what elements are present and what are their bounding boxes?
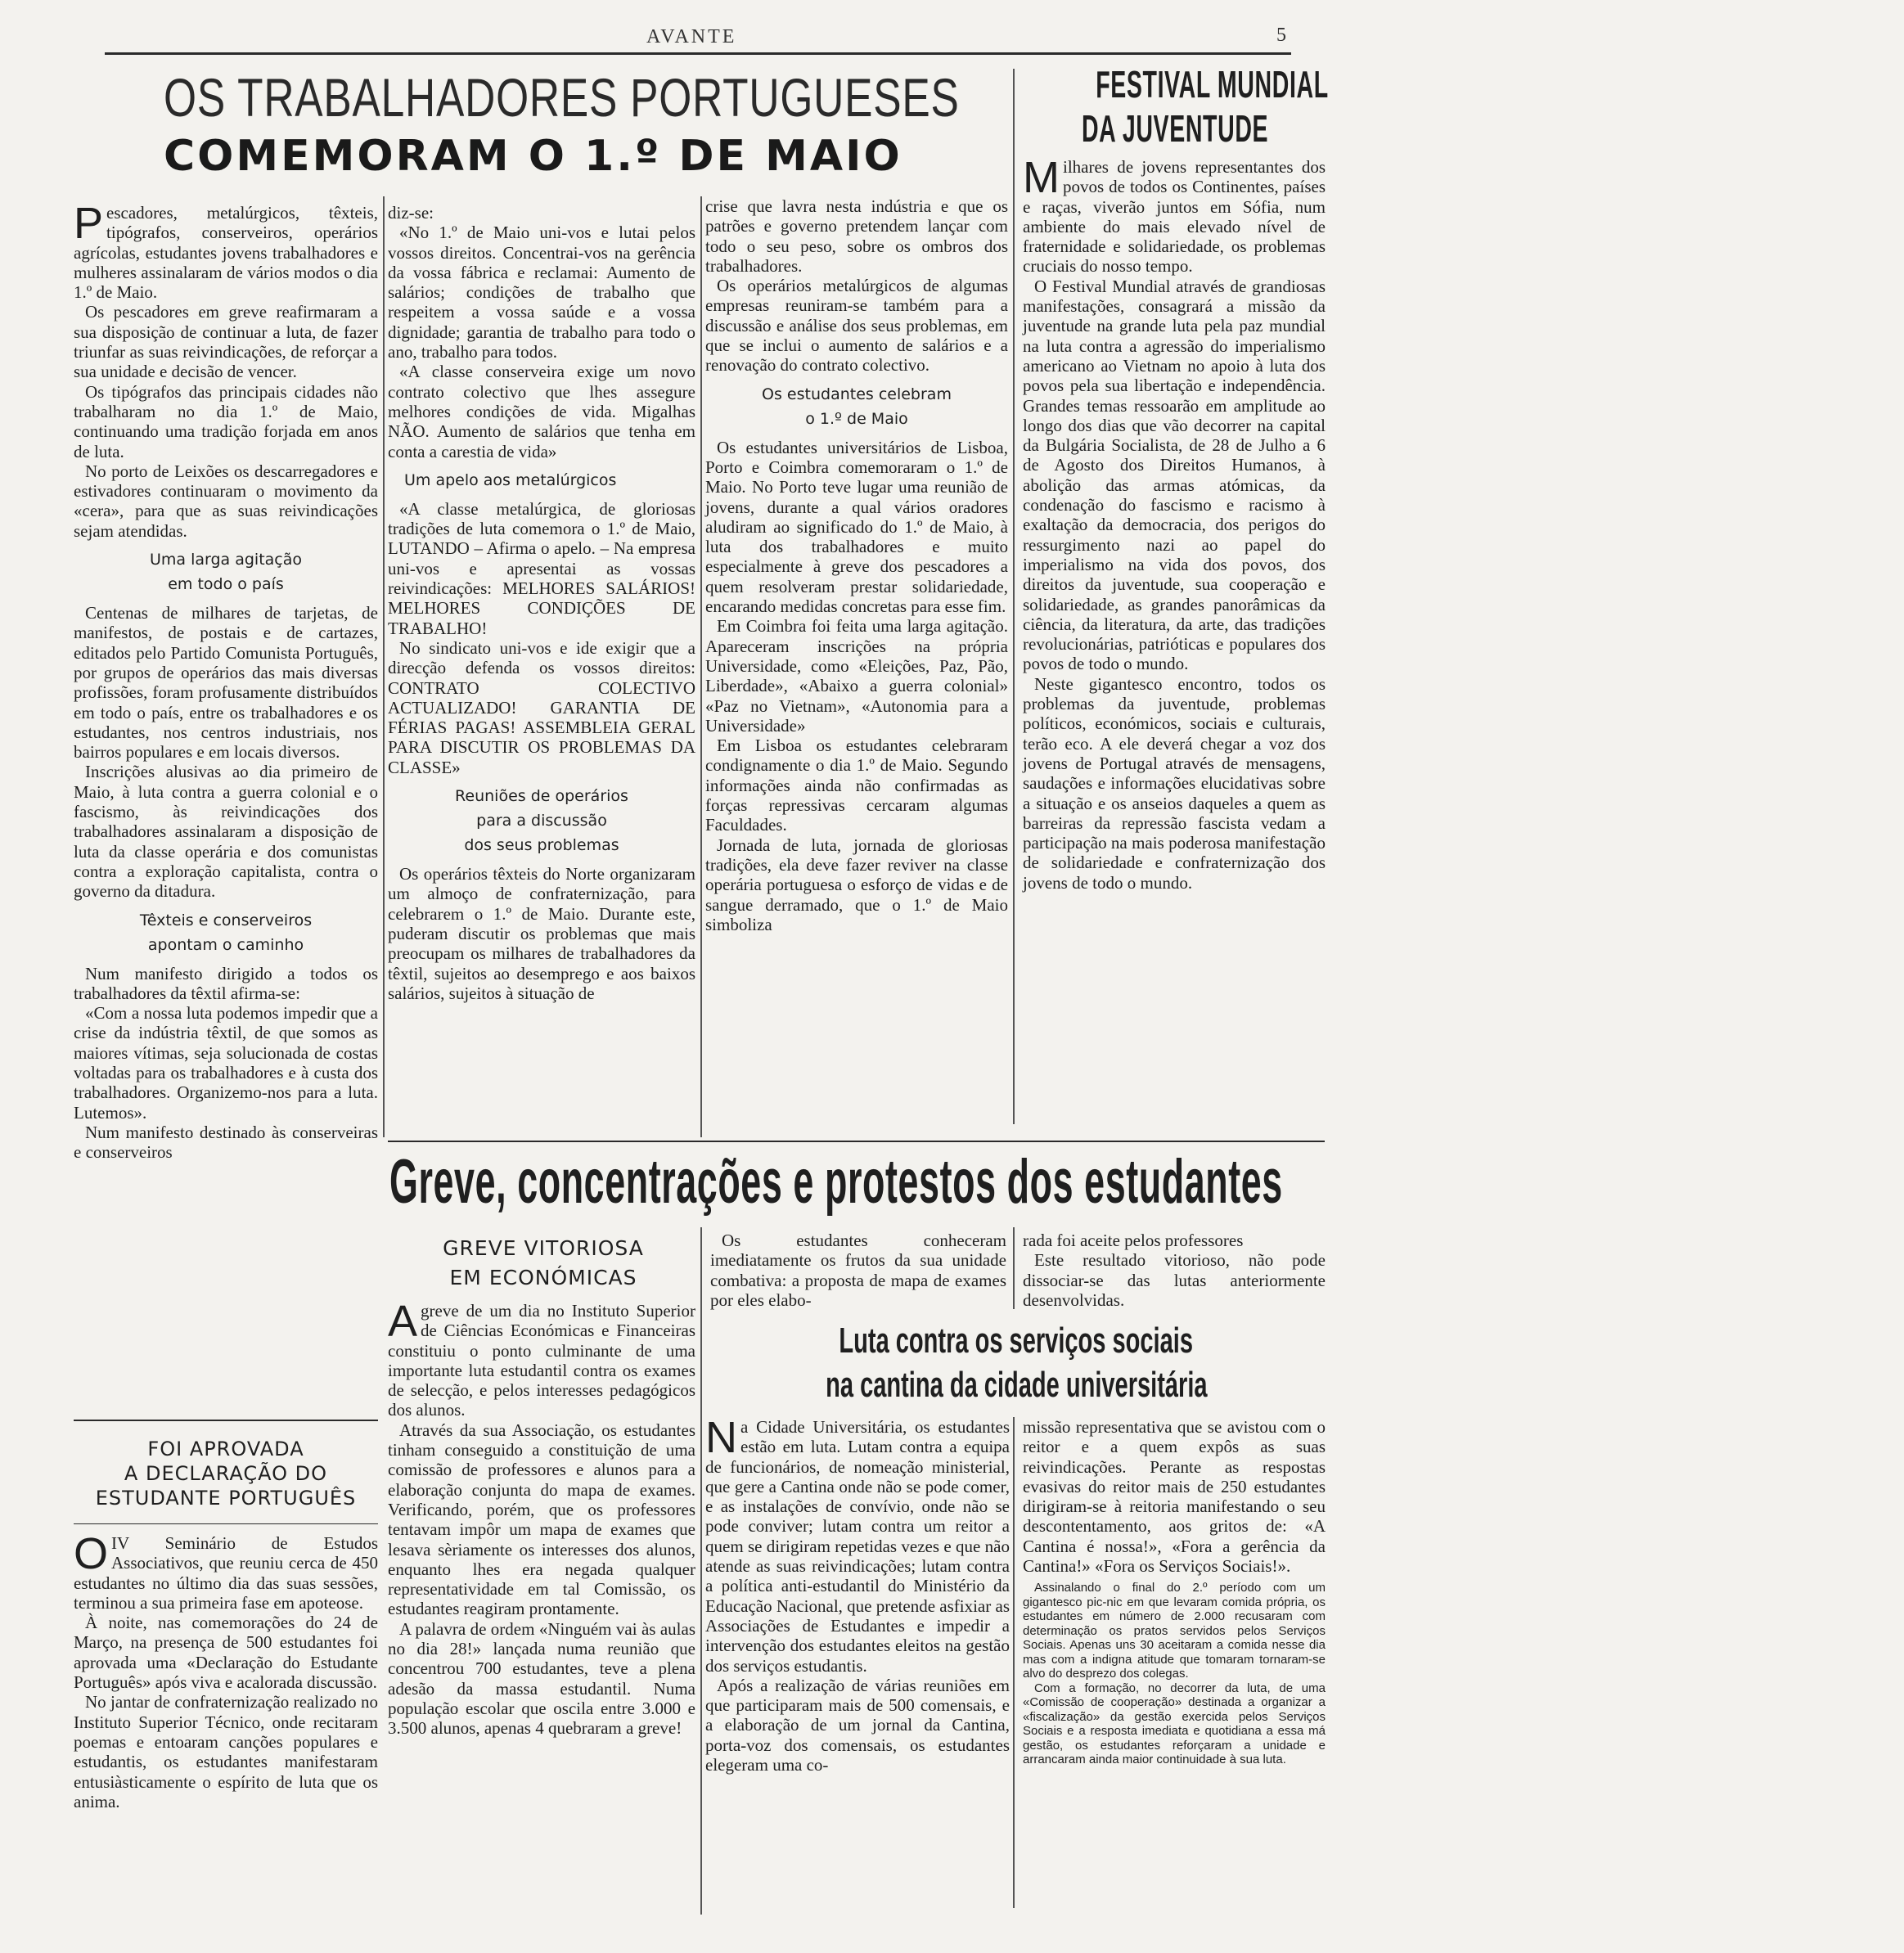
article-paragraph: No porto de Leixões os descarregadores e estivadores continuaram o movimento da «cera», para que as suas reivindicações sejam atendidas. <box>74 461 378 541</box>
cantina-note: Com a formação, no decorrer da luta, de uma «Comissão de cooperação» destinada a organizar a «fiscalização» da gestão exercida pelos Serviços Sociais e a resposta imediata e quotidiana a essa má gestão, os estudantes reforçaram a unidade e arrancaram ainda maior continuidade à sua luta. <box>1023 1681 1326 1767</box>
main-headline-line2: COMEMORAM O 1.º DE MAIO <box>164 132 902 181</box>
article-paragraph: No sindicato uni-vos e ide exigir que a direcção defenda os vossos direitos: CONTRATO COLECTIVO ACTUALIZADO! GARANTIA DE FÉRIAS PAGAS! ASSEMBLEIA GERAL PARA DISCUTIR OS PROBLEMAS DA CLASSE» <box>388 637 695 777</box>
declaracao-column <box>74 1529 378 1914</box>
article-paragraph: Os operários metalúrgicos de algumas empresas reuniram-se também para a discussão e análise dos seus problemas, em que se inclui o aumento de salários e a renovação do contrato colectivo. <box>705 276 1008 376</box>
article-paragraph: Os operários têxteis do Norte organizaram um almoço de confraternização, para celebrarem o 1.º de Maio. Durante este, puderam discutir os problemas que mais preocupam os milhares de trabalhadores da têxtil, sujeitos ao desemprego e aos baixos salários, sujeitos à situação de <box>388 864 695 1003</box>
cantina-column-2 <box>1023 1417 1326 1912</box>
festival-column <box>1023 153 1326 1131</box>
column-divider <box>700 1227 702 1915</box>
greve-column-1 <box>388 1297 695 1886</box>
declaracao-headline: FOI APROVADA A DECLARAÇÃO DO ESTUDANTE PORTUGUÊS <box>95 1438 357 1510</box>
header-rule <box>105 52 1291 55</box>
article-paragraph: Num manifesto dirigido a todos os trabalhadores da têxtil afirma-se: <box>74 963 378 1003</box>
greve-subheading: GREVE VITORIOSA EM ECONÓMICAS <box>443 1236 644 1289</box>
festival-headline-line2: DA JUVENTUDE <box>1081 107 1269 150</box>
article-paragraph: A greve de um dia no Instituto Superior de Ciências Económicas e Financeiras constituiu o ponto culminante de uma importante luta estudantil contra os exames de selecção, e pelos interesses pedagógicos dos alunos. <box>388 1297 695 1420</box>
article-paragraph: Este resultado vitorioso, não pode dissociar-se das lutas anteriormente desenvolvidas. <box>1023 1250 1326 1310</box>
main-column-2 <box>388 203 695 1144</box>
subheading: Um apelo aos metalúrgicos <box>404 470 617 489</box>
article-paragraph: Após a realização de várias reuniões em que participaram mais de 500 comensais, e a elaboração de um jornal da Cantina, porta-voz dos comensais, os estudantes elegeram uma co- <box>705 1675 1010 1775</box>
cantina-headline-line1: Luta contra os serviços sociais <box>839 1321 1194 1361</box>
greve-column-2 <box>710 1231 1006 1312</box>
article-paragraph: crise que lavra nesta indústria e que os patrões e governo pretendem lançar com todo o seu peso, sobre os ombros dos trabalhadores. <box>705 196 1008 276</box>
column-divider <box>1013 1417 1015 1908</box>
article-paragraph: Os estudantes universitários de Lisboa, Porto e Coimbra comemoraram o 1.º de Maio. No Porto teve lugar uma reunião de jovens, durante a qual vários oradores aludiram ao significado do 1.º de Maio, à luta dos trabalhadores e muito especialmente à greve dos pescadores a quem resolveram prestar solidariedade, encarando medidas concretas para esse fim. <box>705 437 1008 617</box>
greve-top-rule <box>388 1141 1325 1142</box>
main-column-3 <box>705 196 1008 1137</box>
article-paragraph: Neste gigantesco encontro, todos os problemas da juventude, problemas políticos, económicos, sociais e culturais, terão eco. A ele deverá chegar a voz dos jovens de Portugal através de mensagens, saudações e informações elucidativas sobre a situação e os anseios daqueles a quem as barreiras da repressão fascista vedam a participação na mais poderosa manifestação de solidariedade e confraternização dos jovens de todo o mundo. <box>1023 673 1326 893</box>
article-paragraph: «A classe metalúrgica, de gloriosas tradições de luta comemora o 1.º de Maio, LUTANDO – Afirma o apelo. – Na empresa uni-vos e apresentai as vossas reivindicações: MELHORES SALÁRIOS! MELHORES CONDIÇÕES DE TRABALHO! <box>388 498 695 638</box>
article-paragraph: «A classe conserveira exige um novo contrato colectivo que lhes assegure melhores condições de vida. Migalhas NÃO. Aumento de salários que tenha em conta a carestia de vida» <box>388 362 695 461</box>
subheading: Têxteis e conserveiros apontam o caminho <box>139 911 313 954</box>
article-paragraph: rada foi aceite pelos professores <box>1023 1231 1244 1250</box>
article-paragraph: Os pescadores em greve reafirmaram a sua disposição de continuar a luta, de fazer triunfar as suas reivindicações, de reforçar a sua unidade e decisão de vencer. <box>74 302 378 382</box>
main-column-1 <box>74 199 378 1407</box>
subheading: Uma larga agitação em todo o país <box>149 551 303 594</box>
article-paragraph: missão representativa que se avistou com o reitor e a quem expôs as suas reivindicações. Perante as respostas evasivas do reitor mais de 250 estudantes dirigiram-se à reitoria manifestando o seu descontentamento, aos gritos de: «A Cantina é nossa!», «Fora a gerência da Cantina!» «Fora os Serviços Sociais!». <box>1023 1417 1326 1577</box>
column-divider <box>700 196 702 1137</box>
article-paragraph: «Com a nossa luta podemos impedir que a crise da indústria têxtil, de que somos as maiores vítimas, seja solucionada de costas voltadas para os trabalhadores e à custa dos trabalhadores. Organizemo-nos para a luta. Lutemos». <box>74 1003 378 1123</box>
main-headline-line1-box <box>164 67 960 134</box>
article-paragraph: A palavra de ordem «Ninguém vai às aulas no dia 28!» lançada numa reunião que concentrou 700 estudantes, teve a plena adesão da massa estudantil. Numa população escolar que oscila entre 3.000 e 3.500 alunos, apenas 4 quebraram a greve! <box>388 1618 695 1739</box>
article-paragraph: «No 1.º de Maio uni-vos e lutai pelos vossos direitos. Concentrai-vos na gerência da vossa fábrica e reclamai: Aumento de salários; condições de trabalho que respeitem a vossa saúde e a vossa dignidade; garantia de trabalho para todo o ano, trabalho para todos. <box>388 223 695 362</box>
cantina-headline-line2: na cantina da cidade universitária <box>825 1365 1208 1405</box>
article-paragraph: Os tipógrafos das principais cidades não trabalharam no dia 1.º de Maio, continuando uma tradição forjada em anos de luta. <box>74 381 378 461</box>
column-divider <box>1013 1227 1015 1309</box>
declaracao-top-rule <box>74 1420 378 1421</box>
article-paragraph: No jantar de confraternização realizado no Instituto Superior Técnico, onde recitaram poemas e entoaram canções populares e estudantis, os estudantes manifestaram entusiàsticamente o espírito de luta que os anima. <box>74 1692 378 1811</box>
newspaper-name: AVANTE <box>646 26 737 47</box>
article-paragraph: Os estudantes conheceram imediatamente os frutos da sua unidade combativa: a proposta de mapa de exames por eles elabo- <box>710 1231 1006 1310</box>
main-headline-line1: OS TRABALHADORES PORTUGUESES <box>164 67 960 128</box>
subheading: Reuniões de operários para a discussão dos seus problemas <box>455 787 628 855</box>
subheading: Os estudantes celebram o 1.º de Maio <box>762 385 952 428</box>
declaracao-mid-rule <box>74 1523 378 1524</box>
column-divider <box>383 196 385 1137</box>
greve-column-3 <box>1023 1231 1326 1312</box>
article-paragraph: Em Lisboa os estudantes celebraram condignamente o dia 1.º de Maio. Segundo informações ainda não confirmadas as forças repressivas cercaram algumas Faculdades. <box>705 736 1008 835</box>
cantina-headline <box>705 1319 1327 1411</box>
article-paragraph: Em Coimbra foi feita uma larga agitação. Apareceram inscrições na própria Universidade, como «Eleições, Paz, Pão, Liberdade», «Abaixo a guerra colonial» «Paz no Vietnam», «Autonomia para a Universidade» <box>705 616 1008 736</box>
article-paragraph: Através da sua Associação, os estudantes tinham conseguido a constituição de uma comissão de professores e alunos para a elaboração conjunta do mapa de exames. Verificando, porém, que os professores tentavam impôr um mapa de exames que lesava sèriamente os interesses dos alunos, enquanto lhes era negada qualquer representatividade em tal Comissão, os estudantes reagiram prontamente. <box>388 1420 695 1619</box>
festival-headline <box>1024 62 1329 160</box>
article-paragraph: Milhares de jovens representantes dos povos de todos os Continentes, países e raças, viverão juntos em Sófia, num ambiente do mais elevado nível de fraternidade e solidariedade, os problemas cruciais do nosso tempo. <box>1023 153 1326 277</box>
article-paragraph: Jornada de luta, jornada de gloriosas tradições, ela deve fazer reviver na classe operária portuguesa o esforço de vidas e de sangue derramado, que o 1.º de Maio simboliza <box>705 835 1008 934</box>
article-paragraph: Pescadores, metalúrgicos, têxteis, tipógrafos, conserveiros, operários agrícolas, estudantes jovens trabalhadores e mulheres assinalaram de vários modos o dia 1.º de Maio. <box>74 199 378 303</box>
article-paragraph: Na Cidade Universitária, os estudantes estão em luta. Lutam contra a equipa de funcionários, de nomeação ministerial, que gere a Cantina onde não se pode comer, e as instalações de convívio, onde não se pode conviver; lutam contra um reitor a quem se dirigiram repetidas vezes e que não atende as suas reivindicações; lutam contra a política anti-estudantil do Ministério da Educação Nacional, que pretende asfixiar as Associações de Estudantes e impedir a intervenção dos estudantes eleitos na gestão dos serviços estudantis. <box>705 1413 1010 1676</box>
article-paragraph: diz-se: <box>388 203 434 223</box>
main-headline-line2-box <box>164 131 949 188</box>
article-paragraph: Inscrições alusivas ao dia primeiro de Maio, à luta contra a guerra colonial e o fascismo, às reivindicações dos trabalhadores assinalaram a disposição de luta da classe operária e dos comunistas contra a exploração capitalista, contra o governo da ditadura. <box>74 762 378 902</box>
page-number: 5 <box>1276 25 1289 46</box>
article-paragraph: O IV Seminário de Estudos Associativos, que reuniu cerca de 450 estudantes no último dia das suas sessões, terminou a sua primeira fase em apoteose. <box>74 1529 378 1613</box>
article-paragraph: À noite, nas comemorações do 24 de Março, na presença de 500 estudantes foi aprovada uma «Declaração do Estudante Português» após viva e acalorada discussão. <box>74 1613 378 1693</box>
greve-headline-box <box>389 1149 1322 1219</box>
article-paragraph: O Festival Mundial através de grandiosas manifestações, consagrará a missão da juventude na grande luta pela paz mundial na luta contra a agressão do imperialismo americano ao Vietnam no apoio à luta dos povos pela sua libertação e independência. Grandes temas ressoarão em amplitude ao longo dos dias que vão decorrer na capital da Bulgária Socialista, de 28 de Julho a 6 de Agosto dos Direitos Humanos, à abolição das armas atómicas, da condenação do fascismo e racismo à exaltação da democracia, dos perigos do ressurgimento nazi ao papel do imperialismo na vida dos povos, dos direitos da juventude, sua cooperação e solidariedade, as grandes panorâmicas da ciência, da literatura, da arte, das tradições revolucionárias, patrióticas e populares dos povos de todo o mundo. <box>1023 276 1326 674</box>
greve-headline: Greve, concentrações e protestos dos estudantes <box>389 1147 1283 1217</box>
festival-headline-line1: FESTIVAL MUNDIAL <box>1096 63 1329 106</box>
article-paragraph: Num manifesto destinado às conserveiras e conserveiros <box>74 1122 378 1163</box>
cantina-note: Assinalando o final do 2.º período com um gigantesco pic-nic em que levaram comida própria, os estudantes em número de 2.000 recusaram com determinação os pratos servidos pelos Serviços Sociais. Apenas uns 30 aceitaram a comida nesse dia mas com a indigna atitude que tomaram tornaram-se alvo do desprezo dos colegas. <box>1023 1581 1326 1681</box>
column-divider <box>1013 69 1015 1124</box>
cantina-column-1 <box>705 1413 1010 1912</box>
article-paragraph: Centenas de milhares de tarjetas, de manifestos, de postais e de cartazes, editados pelo Partido Comunista Português, por grupos de operários das mais diversas profissões, foram profusamente distribuídos em todo o país, entre os trabalhadores e os estudantes, nos centros industriais, nos bairros populares e em locais diversos. <box>74 603 378 763</box>
